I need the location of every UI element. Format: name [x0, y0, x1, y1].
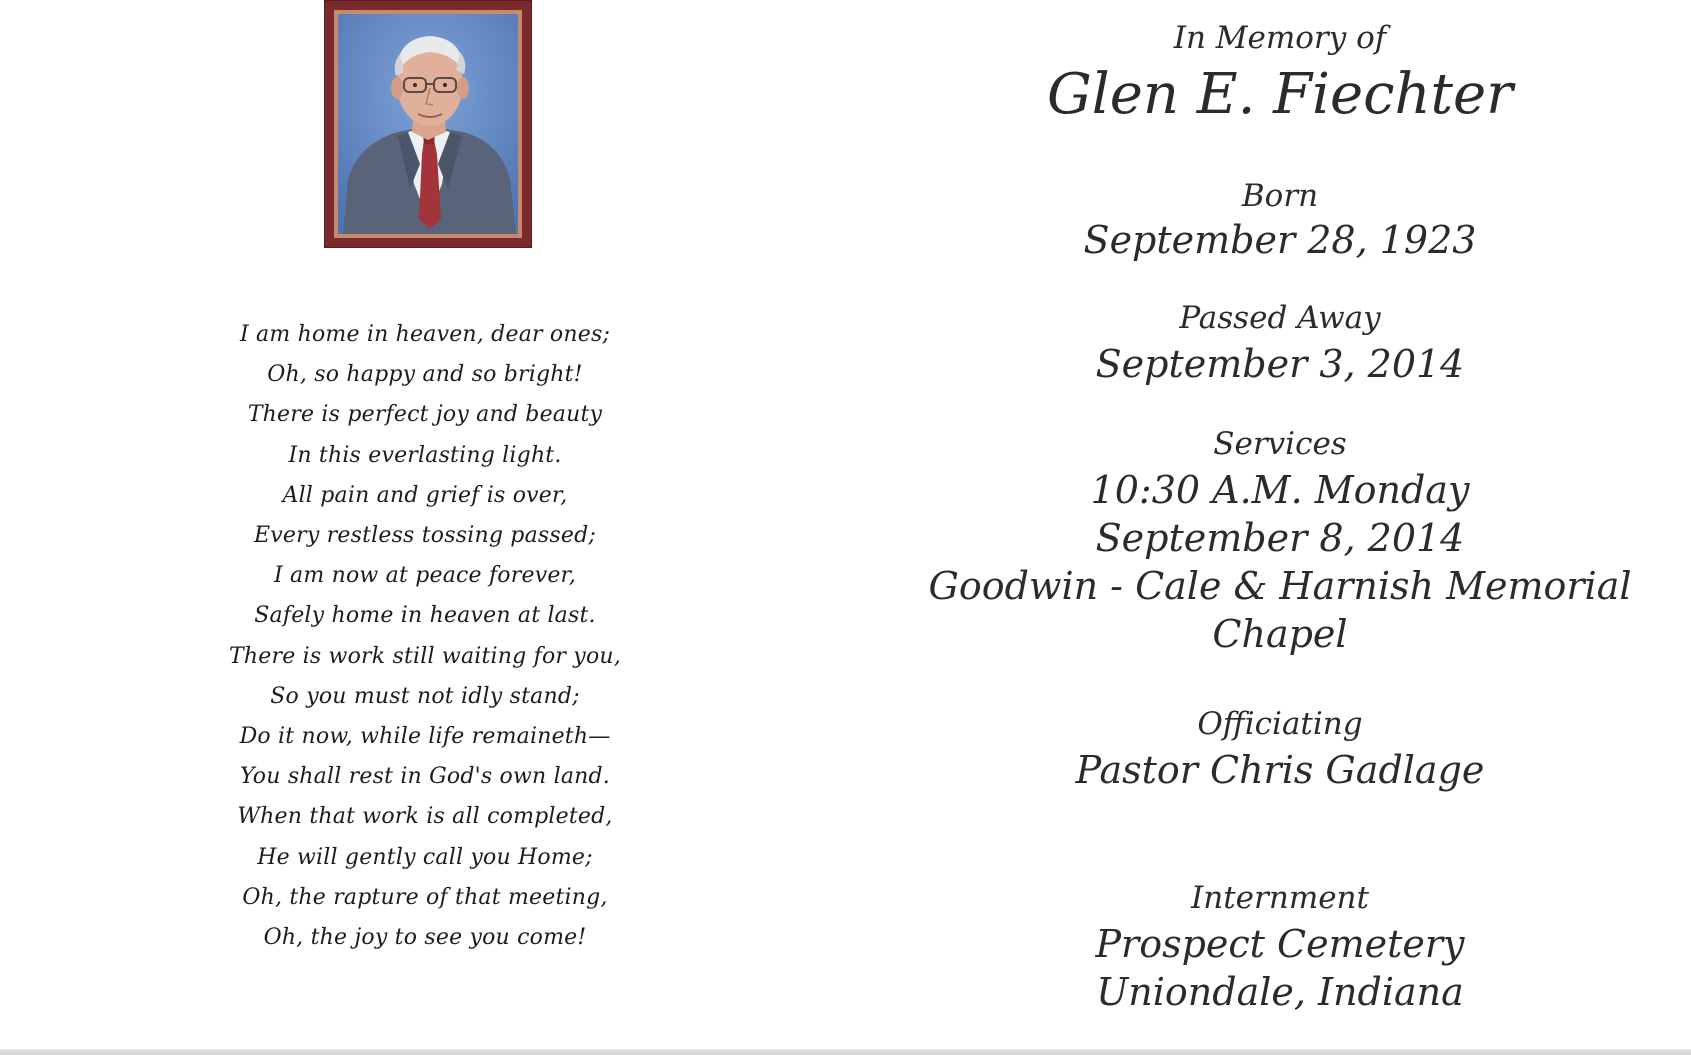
- poem-line: Oh, the rapture of that meeting,: [242, 884, 608, 910]
- services-time: 10:30 A.M. Monday: [1090, 468, 1470, 512]
- poem: [180, 315, 670, 958]
- poem-line: I am now at peace forever,: [273, 563, 577, 589]
- portrait-icon: [338, 14, 518, 234]
- poem-line: There is work still waiting for you,: [229, 643, 621, 669]
- cemetery-location: Uniondale, Indiana: [1096, 970, 1464, 1014]
- officiant-name: Pastor Chris Gadlage: [1075, 748, 1485, 792]
- poem-line: Safely home in heaven at last.: [254, 603, 596, 629]
- portrait-photo: [338, 14, 518, 234]
- born-date: September 28, 1923: [1083, 218, 1477, 262]
- services-date: September 8, 2014: [1095, 516, 1465, 560]
- poem-line: Do it now, while life remaineth—: [239, 724, 611, 750]
- cemetery-name: Prospect Cemetery: [1095, 922, 1465, 966]
- poem-line: I am home in heaven, dear ones;: [239, 322, 611, 347]
- born-label: Born: [1241, 178, 1319, 214]
- poem-line: Oh, so happy and so bright!: [267, 362, 583, 388]
- page-bottom-edge: [0, 1049, 1691, 1055]
- deceased-name: Glen E. Fiechter: [1047, 62, 1513, 127]
- portrait-mat: [334, 10, 522, 238]
- services-label: Services: [1213, 426, 1347, 462]
- memorial-heading: In Memory of: [1173, 20, 1387, 56]
- poem-line: In this everlasting light.: [288, 442, 562, 468]
- poem-line: There is perfect joy and beauty: [247, 402, 603, 428]
- internment-label: Internment: [1191, 880, 1369, 916]
- poem-line: So you must not idly stand;: [270, 683, 580, 709]
- portrait-frame: [324, 0, 532, 248]
- passed-date: September 3, 2014: [1095, 342, 1465, 386]
- poem-line: When that work is all completed,: [237, 804, 613, 830]
- poem-line: Oh, the joy to see you come!: [263, 925, 587, 951]
- services-place-line2: Chapel: [1212, 612, 1348, 656]
- poem-line: All pain and grief is over,: [282, 482, 568, 508]
- poem-line: You shall rest in God's own land.: [240, 764, 610, 790]
- poem-line: Every restless tossing passed;: [254, 523, 596, 549]
- officiating-label: Officiating: [1197, 706, 1363, 742]
- services-place-line1: Goodwin - Cale & Harnish Memorial: [928, 564, 1632, 608]
- passed-label: Passed Away: [1179, 300, 1381, 336]
- poem-line: He will gently call you Home;: [257, 844, 593, 870]
